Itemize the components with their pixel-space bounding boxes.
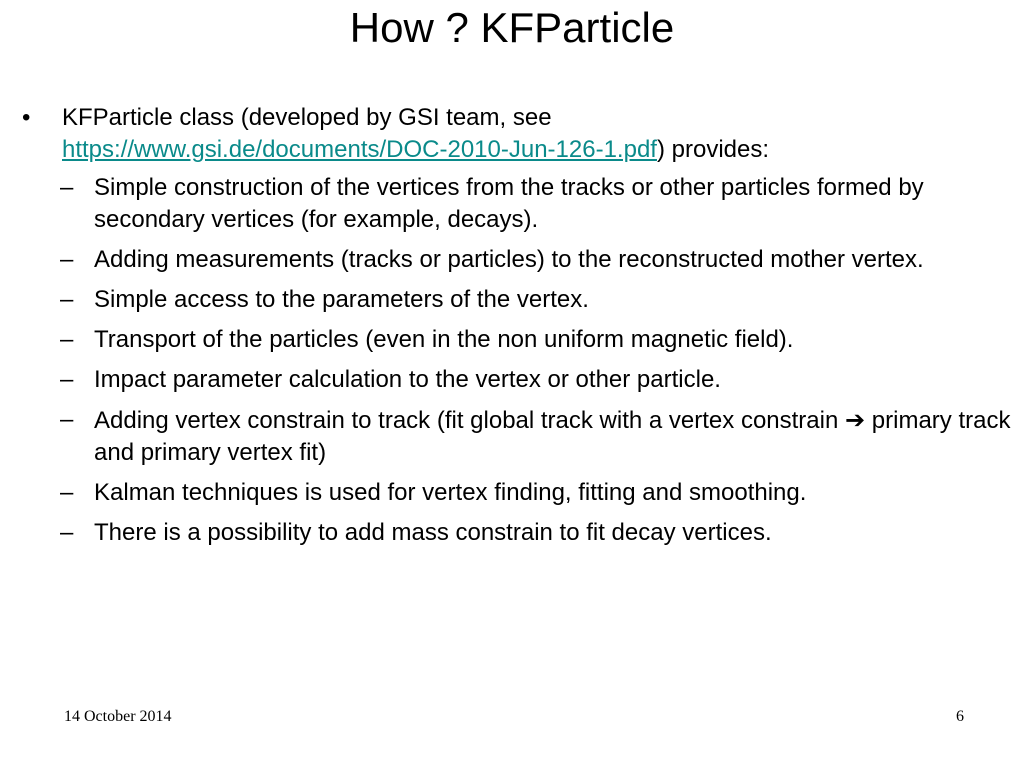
- slide-title: How ? KFParticle: [349, 4, 675, 51]
- list-item-text: There is a possibility to add mass constrain to fit decay vertices.: [94, 519, 772, 546]
- list-item: [22, 284, 1012, 316]
- dash-marker: –: [60, 479, 74, 506]
- list-item-text: Simple construction of the vertices from the tracks or other particles formed by secondary vertices (for example, decays).: [94, 174, 924, 233]
- bullet-text-after: ) provides:: [656, 136, 770, 163]
- list-item: [22, 172, 1012, 236]
- list-item: [22, 517, 1012, 549]
- list-item-text: Kalman techniques is used for vertex finding, fitting and smoothing.: [94, 479, 807, 506]
- dash-marker: –: [60, 366, 74, 393]
- list-item: [22, 364, 1012, 396]
- list-item-text: Impact parameter calculation to the vertex or other particle.: [94, 366, 721, 393]
- list-item: [22, 324, 1012, 356]
- arrow-right-icon: ➔: [845, 406, 866, 434]
- list-item: [22, 244, 1012, 276]
- dash-marker: –: [60, 246, 74, 273]
- list-item-text: Adding measurements (tracks or particles) to the reconstructed mother vertex.: [94, 246, 924, 273]
- dash-marker: –: [60, 519, 74, 546]
- sub-bullet-list: [22, 172, 1012, 549]
- dash-marker: –: [60, 174, 74, 201]
- dash-marker: –: [60, 326, 74, 353]
- footer-date: 14 October 2014: [64, 708, 172, 725]
- bullet-text-before: KFParticle class (developed by GSI team, see: [62, 104, 552, 131]
- list-item-text-after-arrow: primary track and primary vertex fit): [94, 407, 1011, 466]
- slide-content: [22, 102, 1012, 557]
- list-item: [22, 477, 1012, 509]
- dash-marker: –: [60, 406, 74, 433]
- page-number: 6: [956, 708, 964, 725]
- dash-marker: –: [60, 286, 74, 313]
- list-item: [22, 404, 1012, 469]
- list-item-text: Transport of the particles (even in the non uniform magnetic field).: [94, 326, 794, 353]
- gsi-document-link[interactable]: https://www.gsi.de/documents/DOC-2010-Jun-126-1.pdf: [62, 136, 657, 163]
- bullet-marker: •: [22, 104, 31, 131]
- main-bullet: [22, 102, 1012, 166]
- list-item-text-before-arrow: Adding vertex constrain to track (fit global track with a vertex constrain: [94, 407, 845, 434]
- list-item-text: Simple access to the parameters of the vertex.: [94, 286, 589, 313]
